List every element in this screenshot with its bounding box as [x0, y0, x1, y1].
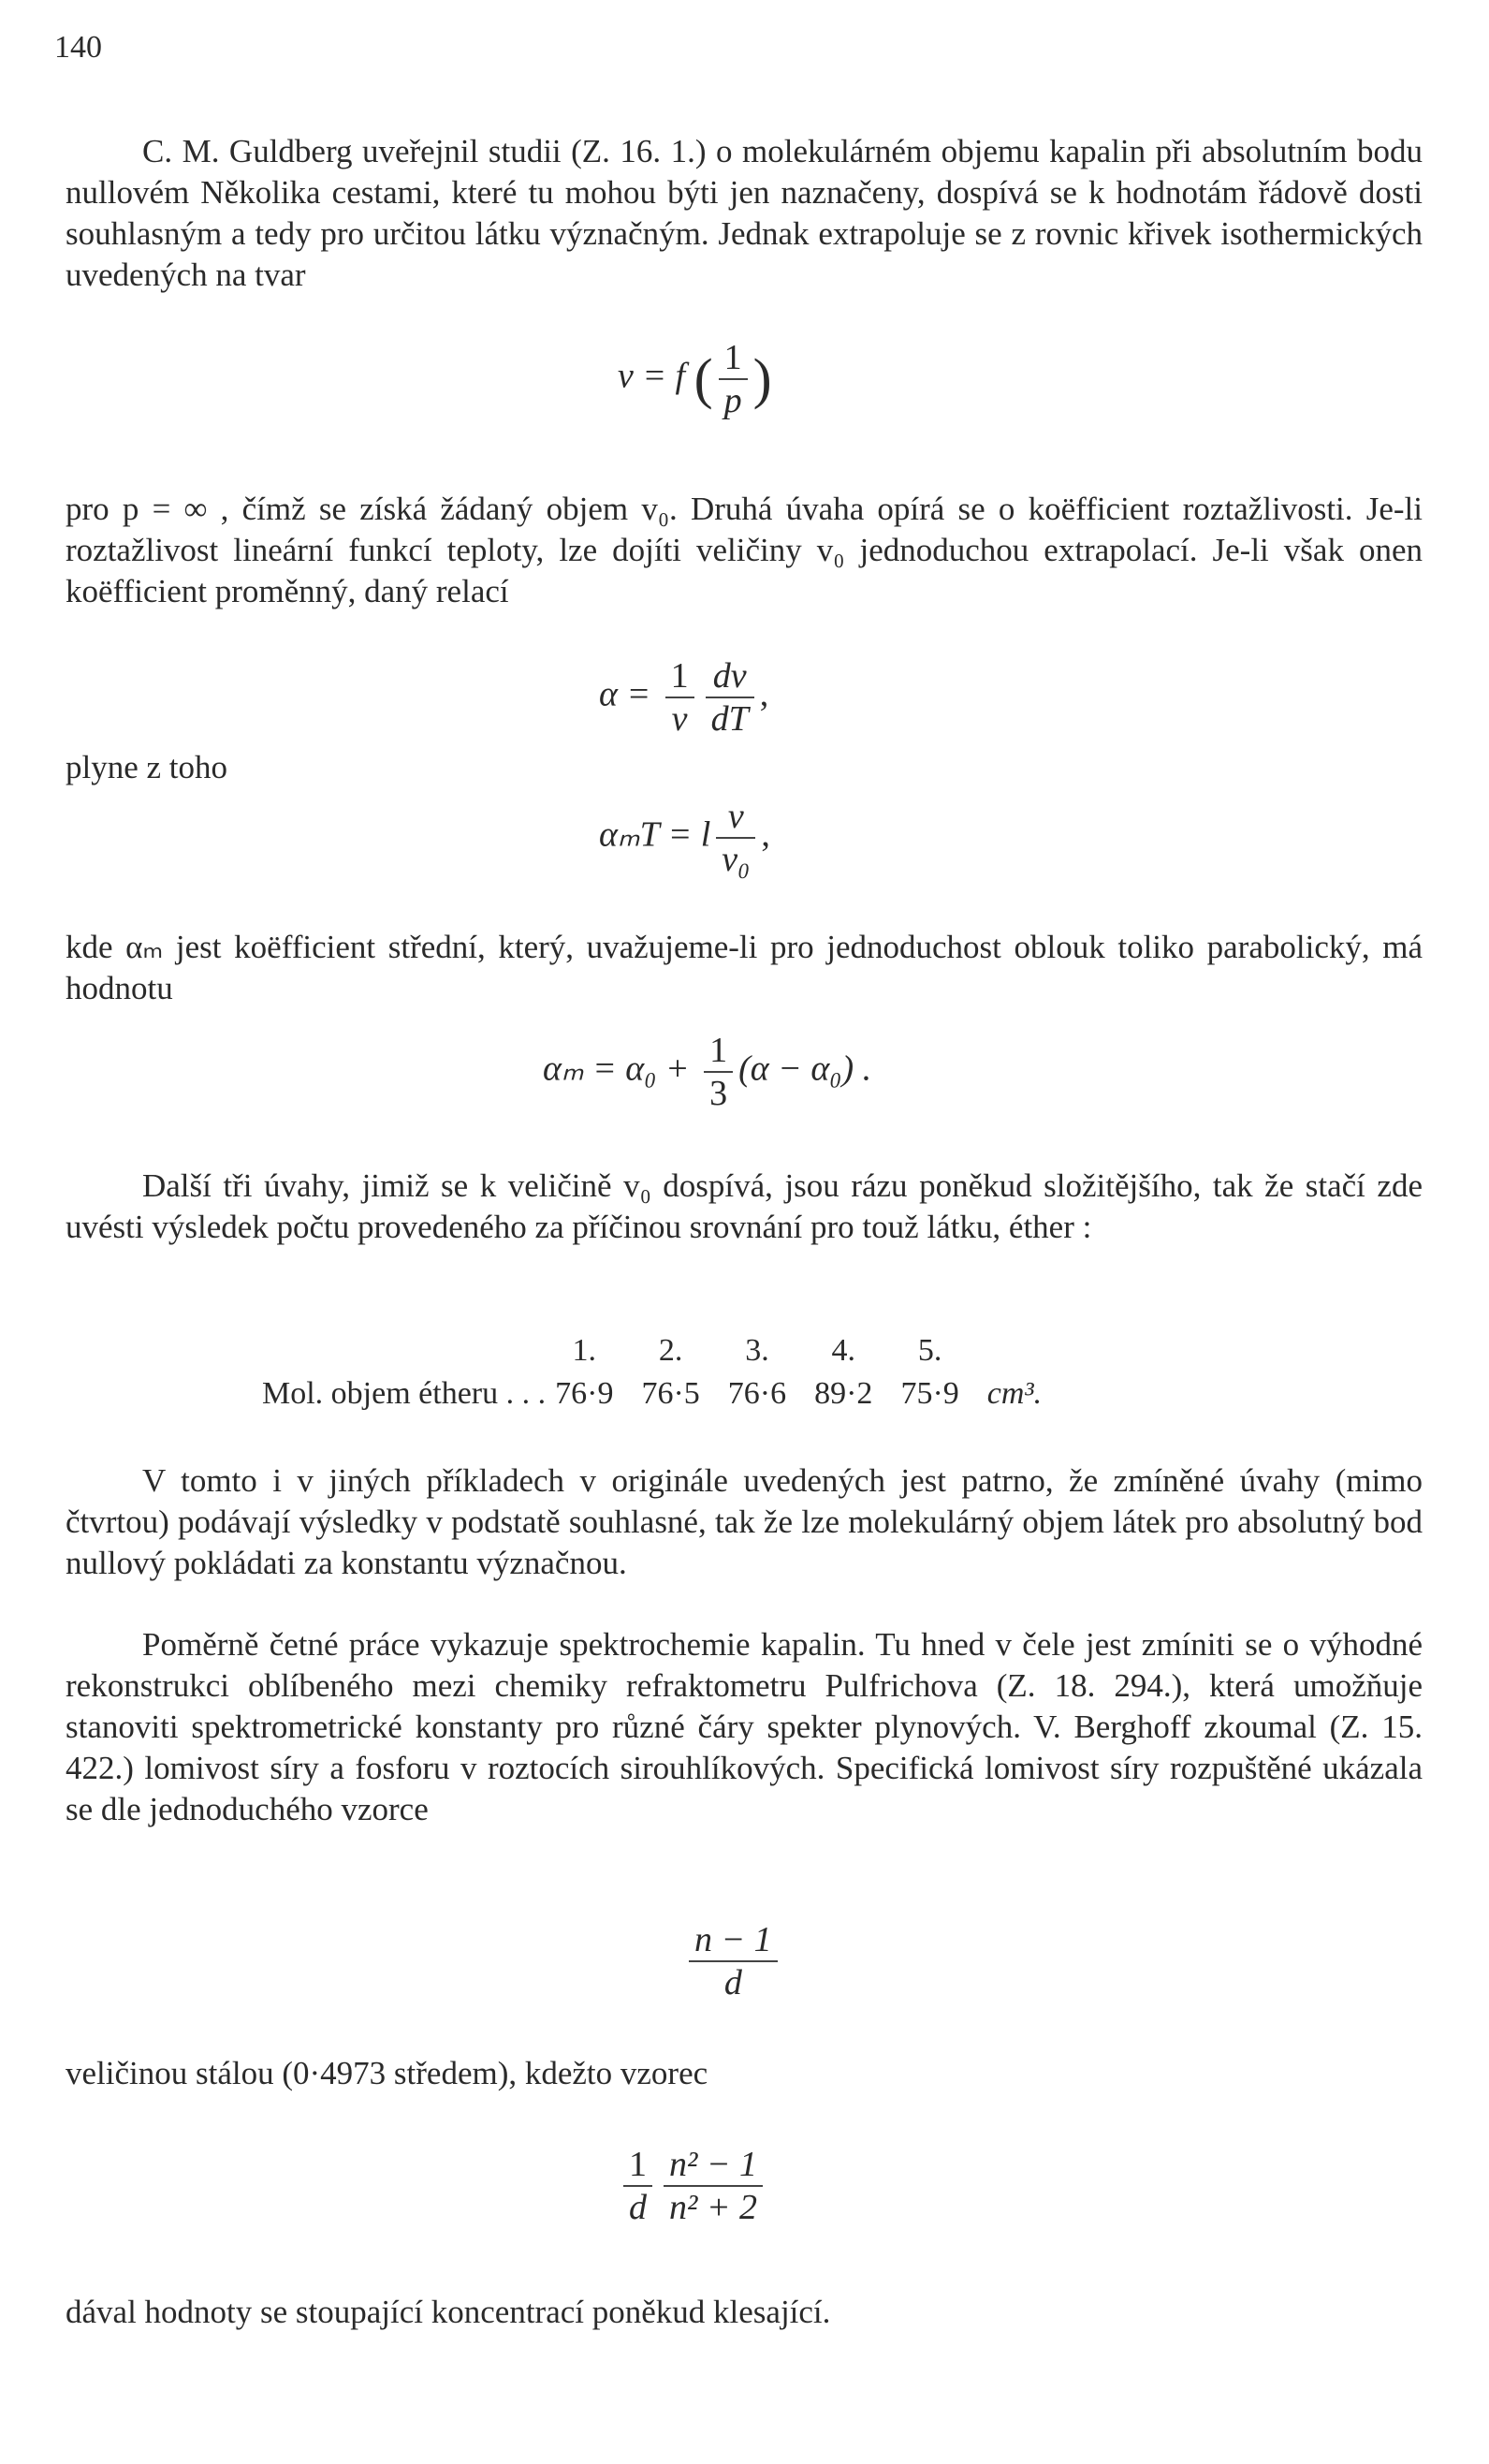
equation-mean-num: v — [727, 797, 744, 836]
equation-alpha-m-den: 3 — [704, 1071, 733, 1114]
table-header-cell: 3. — [745, 1333, 769, 1368]
paragraph-spectrochemistry: Poměrně četné práce vykazuje spektrochemie kapalin. Tu hned v čele jest zmíniti se o výhodné rekonstrukci oblíbeného mezi chemiky refraktometru Pulfrichova (Z. 18. 294.), která umožňuje stanoviti spektrometrické konstanty pro různé čáry spekter plynových. V. Berghoff zkoumal (Z. 15. 422.) lomivost síry a fosforu v roztocích sirouhlíkových. Specifická lomivost síry rozpuštěné ukázala se dle jednoduchého vzorce — [66, 1626, 1423, 1827]
equation-alpha-lhs: α = — [599, 674, 660, 714]
text-stalou: veličinou stálou (0·4973 středem), kdežto vzorec — [66, 2055, 708, 2091]
text-plyne: plyne z toho — [66, 749, 228, 785]
table-row-label: Mol. objem étheru . . . — [262, 1376, 547, 1411]
equation-lorentz-frac2-den: n² + 2 — [664, 2185, 763, 2228]
equation-lorentz-frac1-den: d — [623, 2185, 652, 2228]
equation-refraction-lorentz — [618, 2144, 768, 2228]
table-cell: 75·9 — [900, 1376, 959, 1411]
equation-alpha-comma: , — [759, 674, 769, 714]
table-ether-volume — [262, 1329, 1070, 1415]
equation-alpha — [599, 655, 768, 740]
equation-refraction-num: n − 1 — [694, 1920, 772, 1959]
paragraph-ether: Další tři úvahy, jimiž se k veličině v₀ dospívá, jsou rázu poněkud složitějšího, tak že stačí zde uvésti výsledek počtu provedeného za příčinou srovnání pro touž látku, éther : — [66, 1167, 1423, 1245]
equation-mean-lhs: αₘT = l — [599, 814, 711, 855]
table-header-row — [262, 1329, 1070, 1372]
table-cell: 89·2 — [814, 1376, 873, 1411]
table-unit: cm³. — [986, 1376, 1043, 1411]
equation-mean-comma: , — [761, 814, 770, 855]
page-number: 140 — [54, 30, 102, 65]
equation-isotherm: v = f ( $\frac{1}{p}$ ) — [618, 338, 772, 420]
equation-alpha-m-lhs: αₘ = α₀ + — [543, 1049, 699, 1089]
equation-alpha-frac2-den: dT — [706, 697, 754, 740]
equation-refraction-den: d — [689, 1960, 778, 2003]
table-cell: 76·9 — [555, 1376, 614, 1411]
paragraph-extrapolation: pro p = ∞ , čímž se získá žádaný objem v₀. Druhá úvaha opírá se o koëfficient roztažlivosti. Je-li roztažlivost lineární funkcí teploty, lze dojíti veličiny v₀ jednoduchou extrapolací. Je-li však onen koëfficient proměnný, daný relací — [66, 491, 1423, 609]
paragraph-guldberg: C. M. Guldberg uveřejnil studii (Z. 16. 1.) o molekulárném objemu kapalin při absolutním bodu nullovém Několika cestami, které tu mohou býti jen naznačeny, dospívá se k hodnotám řádově dosti souhlasným a tedy pro určitou látku význačným. Jednak extrapoluje se z rovnic křivek isothermických uvedených na tvar — [66, 133, 1423, 293]
table-header-cell: 2. — [658, 1333, 683, 1368]
table-cell: 76·5 — [641, 1376, 700, 1411]
equation-refraction-simple — [683, 1919, 783, 2003]
table-cell: 76·6 — [727, 1376, 787, 1411]
table-header-cell: 1. — [572, 1333, 597, 1368]
table-row — [262, 1372, 1070, 1415]
equation-alpha-frac2-num: dv — [712, 656, 747, 696]
table-header-cell: 5. — [917, 1333, 942, 1368]
equation-alpha-m — [543, 1030, 871, 1114]
equation-alpha-m-tail: (α − α₀) . — [738, 1049, 872, 1089]
equation-isotherm-denominator: p — [719, 378, 748, 421]
equation-isotherm-lhs: v = f — [618, 356, 686, 396]
text-klesajici: dával hodnoty se stoupající koncentrací poněkud klesající. — [66, 2294, 831, 2330]
paragraph-comparison: V tomto i v jiných příkladech v originále uvedených jest patrno, že zmíněné úvahy (mimo čtvrtou) podávají výsledky v podstatě souhlasné, tak že lze molekulárný objem látek pro absolutný bod nullový pokládati za konstantu význačnou. — [66, 1462, 1423, 1581]
equation-alpha-frac1-num: 1 — [670, 656, 689, 696]
equation-mean-den: v₀ — [716, 837, 755, 880]
paragraph-coefficient: kde αₘ jest koëfficient střední, který, uvažujeme-li pro jednoduchost oblouk toliko parabolický, má hodnotu — [66, 929, 1423, 1006]
equation-lorentz-frac2-num: n² − 1 — [669, 2145, 758, 2184]
table-header-cell: 4. — [831, 1333, 856, 1368]
equation-alpha-m-num: 1 — [709, 1031, 728, 1070]
equation-isotherm-numerator: 1 — [723, 338, 742, 377]
equation-alpha-frac1-den: v — [665, 697, 694, 740]
equation-lorentz-frac1-num: 1 — [629, 2145, 647, 2184]
equation-mean-coefficient — [599, 796, 770, 880]
